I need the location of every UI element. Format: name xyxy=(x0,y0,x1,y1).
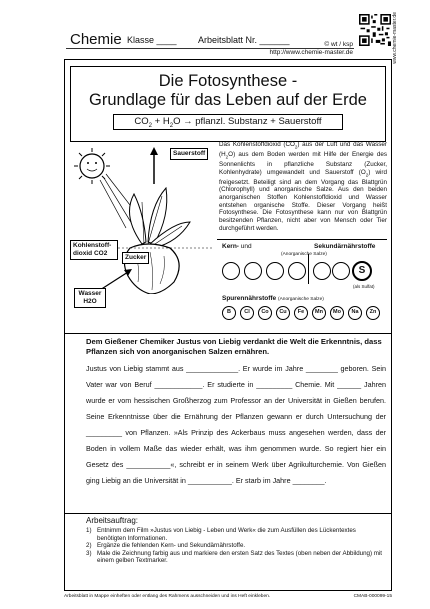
und-text: und xyxy=(238,243,252,250)
intro-sub-3: 2 xyxy=(365,171,369,177)
trace-element: Co xyxy=(258,306,272,320)
label-sauerstoff: Sauerstoff xyxy=(170,148,208,160)
intro-part-2: ) aus der Luft und das Wasser (H xyxy=(219,141,387,158)
task-num: 3) xyxy=(86,549,92,557)
site-url: http://www.chemie-master.de xyxy=(269,49,353,56)
intro-paragraph xyxy=(219,141,387,232)
trace-element: Mo xyxy=(330,306,344,320)
sun-beet-drawing-icon xyxy=(70,144,212,294)
trace-element: Cl xyxy=(240,306,254,320)
label-kohlenstoffdioxid: Kohlenstoff-dioxid CO2 xyxy=(70,240,118,260)
spuren-sub: (Anorganische Salze) xyxy=(277,297,324,302)
sekundaer-label: Sekundärnährstoffe xyxy=(314,243,376,250)
task-text: Ergänze die fehlenden Kern- und Sekundärnährstoffe. xyxy=(97,542,246,550)
task-title: Arbeitsauftrag: xyxy=(86,516,139,525)
photosynthesis-equation xyxy=(113,114,343,130)
task-num: 2) xyxy=(86,542,92,550)
nutrient-blank-6[interactable] xyxy=(332,262,350,280)
title-line-1: Die Fotosynthese - xyxy=(158,72,298,90)
eq-product-1: pflanzl. Substanz xyxy=(195,116,268,127)
footer-instruction: Arbeitsblatt in Mappe einheften oder entlang des Rahmens ausschneiden und ins Heft einkleben. xyxy=(64,594,271,599)
label-wasser-text: Wasser xyxy=(78,290,102,297)
nutrient-blank-5[interactable] xyxy=(313,262,331,280)
intro-sub-2: 2 xyxy=(225,154,229,160)
task-divider xyxy=(64,513,392,514)
eq-h2o: H xyxy=(162,116,170,127)
eq-arrow: → xyxy=(183,116,193,127)
copyright-text: © wt / ksp xyxy=(324,41,353,48)
eq-co2: CO xyxy=(134,116,149,127)
task-text: Male die Zeichnung farbig aus und markiere den ersten Satz des Textes (oben neben der Abbildung) mit einem gelben Textmarker. xyxy=(97,549,383,565)
footer xyxy=(64,594,392,599)
eq-h2o-rest: O xyxy=(173,116,181,127)
title-line-2: Grundlage für das Leben auf der Erde xyxy=(89,91,367,109)
eq-plus-2: + xyxy=(270,116,276,127)
qr-code-icon xyxy=(359,14,391,46)
anorganische-salze-note: (Anorganische Salze) xyxy=(281,252,327,257)
label-wasser xyxy=(74,288,106,308)
spuren-text: Spurennährstoffe xyxy=(222,295,277,302)
nutrient-divider xyxy=(308,254,309,284)
nutrient-blank-2[interactable] xyxy=(244,262,262,280)
nutrient-blank-3[interactable] xyxy=(266,262,284,280)
nutrient-blank-1[interactable] xyxy=(222,262,240,280)
section-divider xyxy=(64,333,392,334)
spuren-label xyxy=(222,295,324,302)
intro-part-4: ) wird freigesetzt. Beteiligt sind an dem Vorgang das Blattgrün (Chlorophyll) und anorganische Salze. Aus den beiden anorganischen Stoffen Kohlenstoffdioxid und Wasser entstehen organische Stoffe. Dieser Vorgang heißt Fotosynthese. Die Fotosynthese kann nur von Blattgrün besitzenden Pflanzen, nicht aber von Mensch oder Tier durchgeführt werden. xyxy=(219,168,387,232)
kern-label xyxy=(222,243,252,250)
intro-part-1: Das Kohlenstoffdioxid (CO xyxy=(219,141,295,148)
qr-side-text: www.chemie-master.de xyxy=(392,12,398,64)
kern-text: Kern- xyxy=(222,243,239,250)
eq-plus-1: + xyxy=(154,116,161,127)
trace-element: Zn xyxy=(366,306,380,320)
cloze-lead: Dem Gießener Chemiker Justus von Liebig verdankt die Welt die Erkenntnis, dass Pflanzen sich von anorganischen Salzen ernähren. xyxy=(86,337,382,356)
task-text: Entnimm dem Film »Justus von Liebig - Leben und Werk« die zum Ausfüllen des Lückentextes benötigten Informationen. xyxy=(97,527,356,542)
trace-element: Na xyxy=(348,306,362,320)
eq-h2o-sub: 2 xyxy=(169,122,174,129)
klasse-field: Klasse ____ xyxy=(127,35,177,45)
label-zucker: Zucker xyxy=(122,252,149,264)
label-wasser-formula: H2O xyxy=(83,298,97,305)
task-item xyxy=(86,542,386,550)
intro-part-3: O) aus dem Boden werden mit Hilfe der Energie des Sonnenlichts in pflanzliche Substanz (Zucker, Kohlenhydrate) umgewandelt und Sauerstoff (O xyxy=(219,150,387,176)
task-list xyxy=(86,527,386,565)
eq-co2-sub: 2 xyxy=(148,122,152,129)
intro-sub-1: 2 xyxy=(294,144,298,150)
trace-element: Cu xyxy=(276,306,290,320)
trace-element: Fe xyxy=(294,306,308,320)
eq-product-2: Sauerstoff xyxy=(278,116,322,127)
task-num: 1) xyxy=(86,527,92,534)
copyright-block xyxy=(270,41,353,57)
trace-element: B xyxy=(222,306,236,320)
trace-element: Mn xyxy=(312,306,326,320)
task-item xyxy=(86,550,386,565)
sulfat-note: (als Sulfat) xyxy=(353,284,375,289)
subject-title: Chemie xyxy=(70,31,122,48)
task-item xyxy=(86,527,386,542)
beet-illustration xyxy=(70,144,212,305)
nutrient-blank-4[interactable] xyxy=(288,262,306,280)
cloze-text: Justus von Liebig stammt aus _____________. Er wurde im Jahre ________ geboren. Sein Vater war von Beruf ____________. Er studierte in _________ Chemie. Mit ______ Jahren wurde er vom hessischen Großherzog zum Professor an der Universität in Gießen berufen. Seine Erkenntnisse über die Ernährung der Pflanzen gewann er durch Untersuchung der _________ von Pflanzen. »Als Prinzip des Ackerbaus muss angesehen werden, dass der Boden in vollem Maße das wieder erhält, was ihm genommen wurde. So regiert hier ein Gesetz des ___________«, schreibt er in seinem Werk über Agrikulturchemie. Von Gießen ging Liebig an die Universität in ___________. Er starb im Jahre ________. xyxy=(86,364,386,485)
arbeitsblatt-nr-field: Arbeitsblatt Nr. ______ xyxy=(198,35,290,45)
sulfur-circle: S xyxy=(352,261,372,281)
footer-code: CMAB-000099-15 xyxy=(353,594,392,599)
